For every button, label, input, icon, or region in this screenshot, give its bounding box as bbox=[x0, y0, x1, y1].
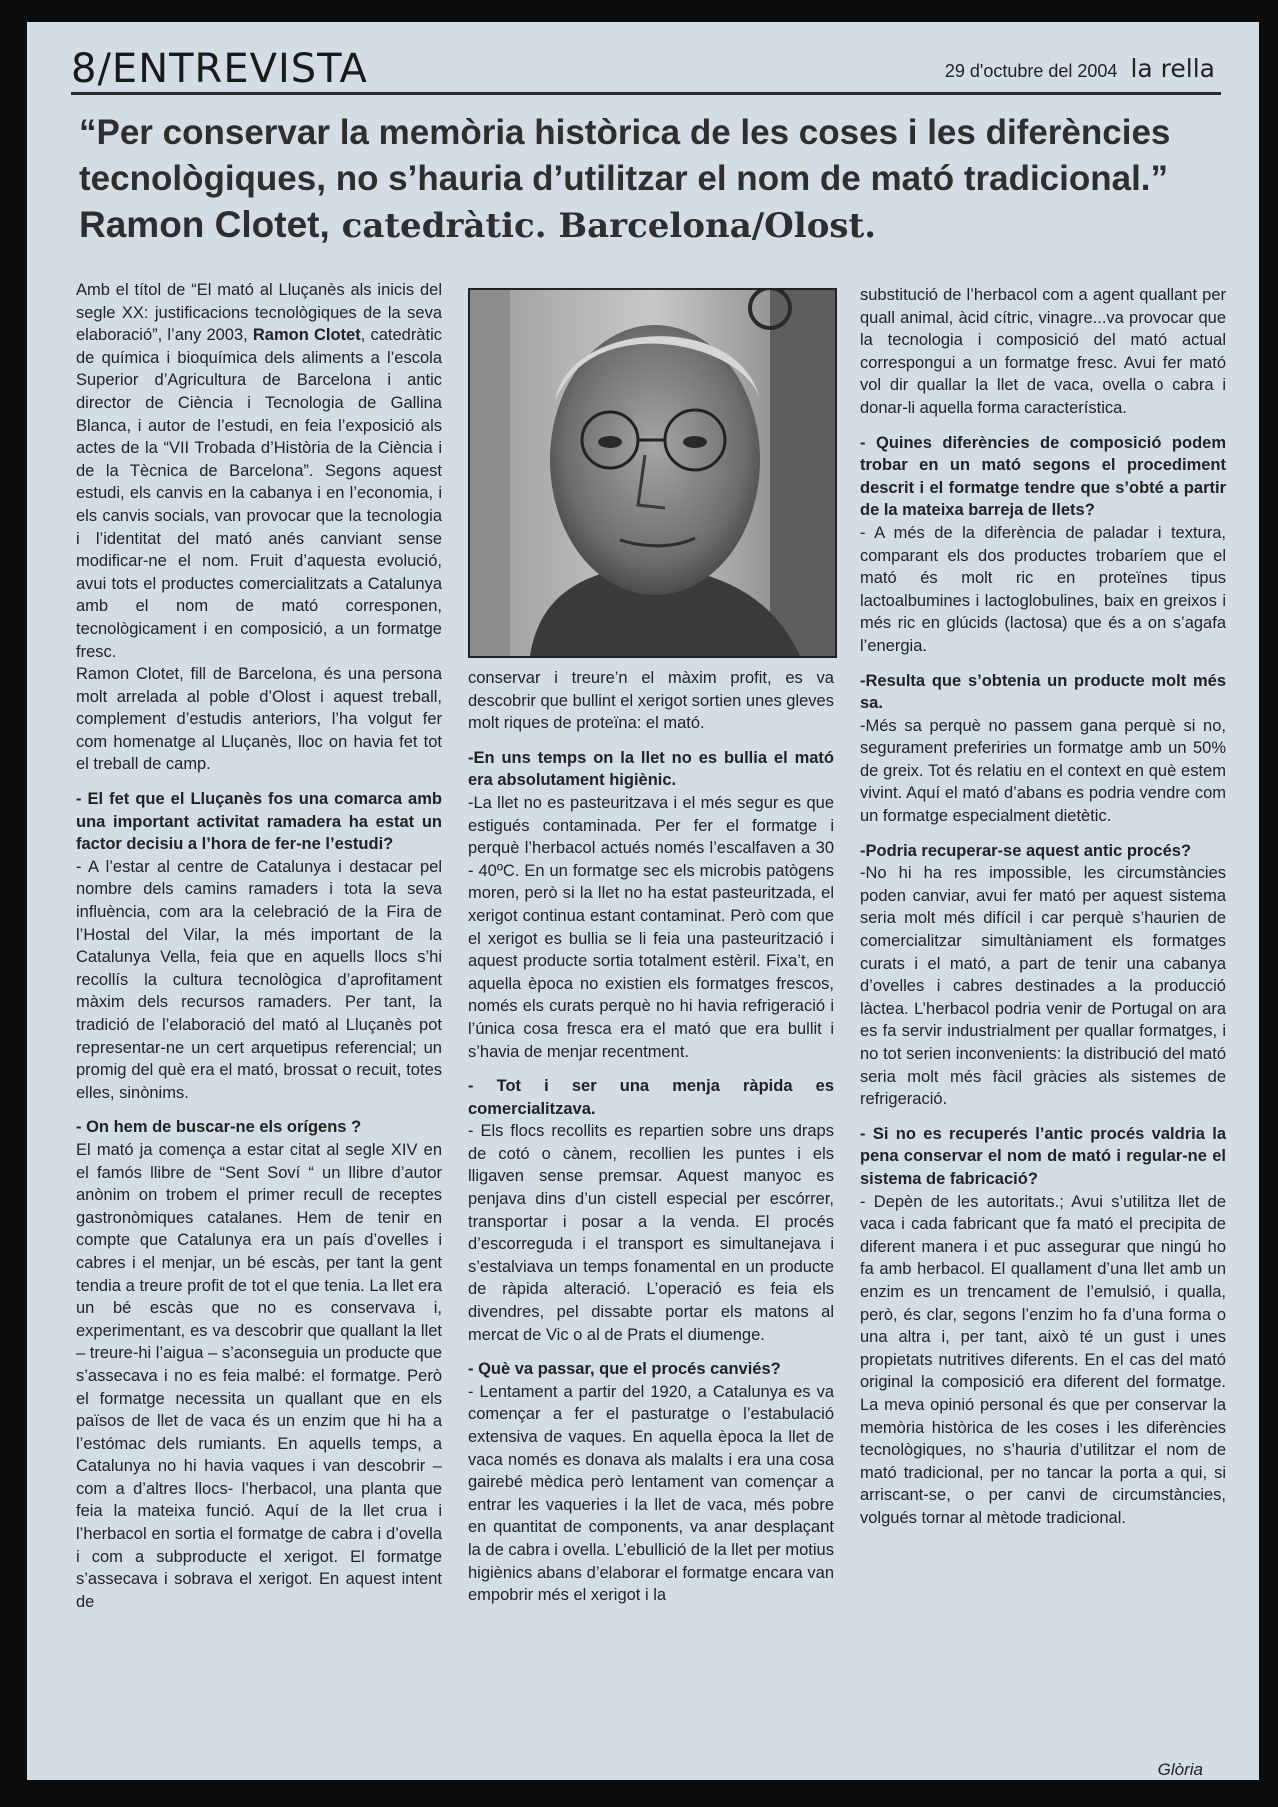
headline bbox=[79, 110, 1229, 249]
headline-byline bbox=[79, 202, 1229, 249]
answer: conservar i treure’n el màxim profit, es va descobrir que bullint el xerigot sortien unes gleves molt riques de proteïna: el mató. bbox=[468, 669, 834, 733]
author-role: catedràtic. Barcelona/Olost. bbox=[329, 206, 877, 246]
answer: - A l’estar al centre de Catalunya i destacar pel nombre dels camins ramaders i tota la seva influència, com ara la celebració de la Fira de l’Hostal del Vilar, la més important de la Catalunya Vella, feia que en aquells llocs s’hi recollís la cultura tecnològica d’aprofitament màxim dels recursos ramaders. Per tant, la tradició de l’elaboració del mató al Lluçanès pot representar-ne un cert arquetipus referencial; un promig del què era el mató, brossat o recuit, totes elles, sinònims. bbox=[76, 857, 442, 1102]
question: -Resulta que s’obtenia un producte molt més sa. bbox=[860, 671, 1226, 713]
intro-paragraph-1 bbox=[76, 279, 442, 663]
newspaper-page bbox=[27, 22, 1259, 1780]
answer: -Més sa perquè no passem gana perquè si no, segurament preferiries un formatge amb un 50% de greix. Tot és relatiu en el context en què estem vivint. Aquí el mató d’abans es podria vendre com un formatge especialment dietètic. bbox=[860, 716, 1226, 826]
answer: - Lentament a partir del 1920, a Catalunya es va començar a fer el pasturatge o l’estabulació extensiva de vaques. En aquella època la llet de vaca només es donava als malalts i era una cosa gairebé mèdica però lentament van començar a entrar les vaqueries i la llet de vaca, més pobre en quantitat de components, va anar desplaçant la de cabra i ovella. L’ebullició de la llet per motius higiènics abans d’elaborar el formatge encara van empobrir més el xerigot i la bbox=[468, 1382, 834, 1605]
intro-text-cont: , catedràtic de química i bioquímica dels aliments a l’escola Superior d’Agricultura de Barcelona i antic director de Ciència i Tecnologia de Gallina Blanca, i autor de l’estudi, en feia l’exposició als actes de la “VII Trobada d’Història de la Ciència i de la Tècnica de Barcelona”. Segons aquest estudi, els canvis en la cabanya i en l’economia, i els canvis socials, van provocar que la tecnologia i l’identitat del mató anés canviant sense modificar-ne el nom. Fruit d’aquesta evolució, avui tots el productes comercialitzats a Catalunya amb el nom de mató corresponen, tecnològicament i en composició, a un formatge fresc. bbox=[76, 326, 442, 661]
answer: - Depèn de les autoritats.; Avui s’utilitza llet de vaca i cada fabricant que fa mató el precipita de diferent manera i et puc assegurar que ningú ho fa amb herbacol. El quallament d’una llet amb un enzim es un trencament de l’emulsió, i qualla, però, és clar, segons l’enzim ho fa d’una forma o una altra i, per tant, això té un gust i unes propietats nutritives diferents. En el cas del mató original la composició era diferent del formatge. La meva opinió personal és que per conservar la memòria històrica de les coses i les diferències tecnològiques, no s’hauria d’utilitzar el nom de mató tradicional, per no tancar la porta a qui, si arriscant-se, o per canvi de circumstàncies, volgués tornar al mètode tradicional. bbox=[860, 1192, 1226, 1527]
answer: - Els flocs recollits es repartien sobre uns draps de cotó o cànem, recollien les puntes i els lligaven sense premsar. Aquest manyoc es penjava dins d’un cistell especial per escórrer, transportar i posar a la venda. El procés d’escorreguda i el transport es simultanejava i s’estalviava un temps fonamental en un producte de ràpida alteració. L’operació es feia els divendres, pel dissabte portar els matons al mercat de Vic o al de Prats el diumenge. bbox=[468, 1122, 834, 1344]
question: - El fet que el Lluçanès fos una comarca amb una important activitat ramadera ha estat un factor decisiu a l’hora de fer-ne l’estudi? bbox=[76, 790, 442, 854]
question: - Quines diferències de composició podem trobar en un mató segons el procediment descrit i el formatge tendre que s’obté a partir de la mateixa barreja de llets? bbox=[860, 433, 1226, 520]
author-name: Ramon Clotet, bbox=[79, 204, 330, 245]
answer: - A més de la diferència de paladar i textura, comparant els dos productes trobaríem que el mató és molt ric en proteïnes tipus lactoalbumines i lactoglobulines, baix en greixos i més ric en glúcids (lactosa) que és a on s’agafa l’energia. bbox=[860, 523, 1226, 655]
portrait-icon bbox=[470, 290, 835, 656]
portrait-photo bbox=[468, 288, 837, 658]
question: -En uns temps on la llet no es bullia el mató era absolutament higiènic. bbox=[468, 748, 834, 790]
intro-text: Amb el títol de “El mató al Lluçanès als inicis del segle XX: justificacions tecnològiques de la seva elaboració”, l’any 2003, bbox=[76, 281, 442, 345]
issue-date: 29 d'octubre del 2004 bbox=[944, 61, 1118, 81]
page-header bbox=[71, 44, 1221, 95]
publication-name: la rella bbox=[1130, 54, 1215, 83]
question: - Si no es recuperés l’antic procés valdria la pena conservar el nom de mató i regular-ne el sistema de fabricació? bbox=[860, 1124, 1226, 1188]
answer: substitució de l’herbacol com a agent quallant per quall animal, àcid cítric, vinagre...va provocar que la tecnologia i composició del mató actual correspongui a un formatge fresc. Avui fer mató vol dir quallar la llet de vaca, ovella o cabra i donar-li aquella forma característica. bbox=[860, 286, 1226, 417]
intro-name: Ramon Clotet bbox=[252, 326, 361, 345]
question: - Què va passar, que el procés canviés? bbox=[468, 1360, 781, 1379]
intro-paragraph-2: Ramon Clotet, fill de Barcelona, és una persona molt arrelada al poble d’Olost i aquest treball, complement d’estudis anteriors, l’ha volgut fer com homenatge al Lluçanès, lloc on havia fet tot el treball de camp. bbox=[76, 665, 442, 774]
column-3 bbox=[860, 284, 1226, 1529]
question: - Tot i ser una menja ràpida es comercialitzava. bbox=[468, 1077, 834, 1118]
answer: El mató ja comença a estar citat al segle XIV en el famós llibre de “Sent Soví “ un llibre d’autor anònim on trobem el primer recull de receptes gastronòmiques catalanes. Hem de tenir en compte que Catalunya era un país d’ovelles i cabres i el menjar, un bé escàs, per tant la gent tendia a treure profit de tot el que tenia. La llet era un bé escàs que no es conservava i, experimentant, es va descobrir que quallant la llet – treure-hi l’aigua – s’aconseguia un producte que s’assecava i no es feia malbé: el formatge. Però el formatge necessita un quallant que en els països de llet de vaca és un enzim que hi ha a l’estómac dels rumiants. En aquells temps, a Catalunya no hi havia vaques i van descobrir – com a d’altres llocs- l’herbacol, una planta que feia la mateixa funció. Aquí de la llet crua i l’herbacol en sortia el formatge de cabra i d’ovella i com a subproducte el xerigot. El formatge s’assecava i sobrava el xerigot. En aquest intent de bbox=[76, 1140, 442, 1611]
answer: -La llet no es pasteuritzava i el més segur es que estigués contaminada. Per fer el formatge i perquè l’herbacol actués només l’escalfaven a 30 - 40ºC. En un formatge sec els microbis patògens moren, però si la llet no ha estat pasteuritzada, el xerigot continua estant contaminat. Però com que el xerigot es bullia se li feia una pasteurització i aquest producte sortia totalment estèril. Fixa’t, en aquella època no existien els formatges frescos, només els curats perquè no hi havia refrigeració i l’única cosa fresca era el mató que era bullit i s’havia de menjar recentment. bbox=[468, 793, 834, 1061]
headline-quote: “Per conservar la memòria històrica de les coses i les diferències tecnològiques, no s’hauria d’utilitzar el nom de mató tradicional.” bbox=[79, 113, 1171, 198]
dateline bbox=[945, 54, 1215, 83]
column-1 bbox=[76, 279, 442, 1613]
signature: Glòria bbox=[1157, 1760, 1203, 1779]
column-2 bbox=[468, 667, 834, 1607]
question: - On hem de buscar-ne els orígens ? bbox=[76, 1118, 362, 1137]
answer: -No hi ha res impossible, les circumstàncies poden canviar, avui fer mató per aquest sistema seria molt més difícil i car perquè s’haurien de comercialitzar simultàniament els formatges curats i el mató, a part de tenir una cabanya d’ovelles i cabres destinades a la producció làctea. L’herbacol podria venir de Portugal on ara es fa servir industrialment per quallar formatges, i no tot serien inconvenients: la distribució del mató seria molt més fàcil gràcies als sistemes de refrigeració. bbox=[860, 864, 1226, 1109]
question: -Podria recuperar-se aquest antic procés? bbox=[860, 841, 1192, 860]
section-title: 8/ENTREVISTA bbox=[71, 46, 368, 92]
